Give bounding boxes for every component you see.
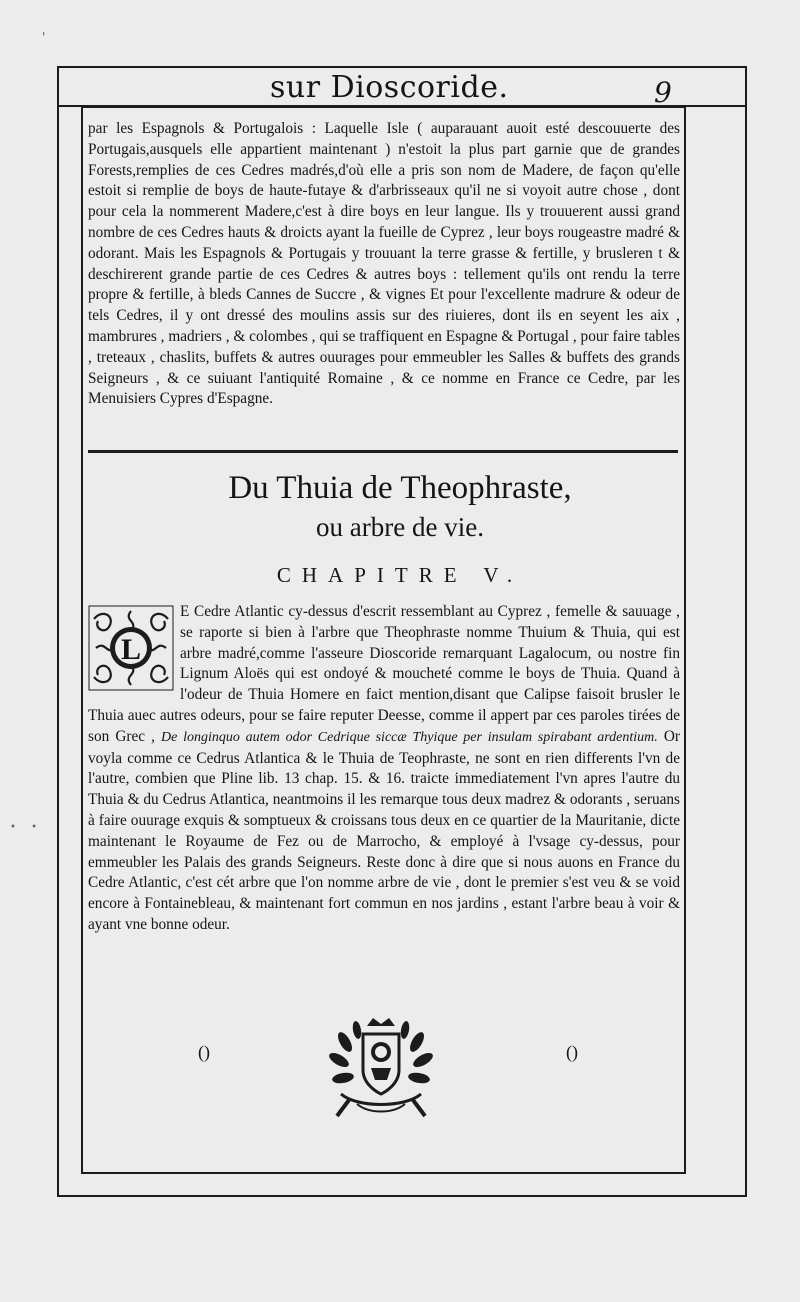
page-number: 9 (654, 76, 672, 109)
fleuron-left: () (198, 1042, 210, 1062)
fleuron-right: () (566, 1042, 578, 1062)
section-title: Du Thuia de Theophraste, (228, 470, 572, 506)
chapter-heading: CHAPITRE V. (276, 563, 524, 587)
tailpiece-crest-icon (327, 1012, 435, 1122)
dropcap-letter: L (120, 633, 142, 666)
paragraph-madere-cedars: par les Espagnols & Portugalois : Laquelle Isle ( auparauant auoit esté descouuerte des Portugais,ausquels elle appartient maintenant ) n'estoit la plus part garnie que de grandes Forests,remplies de ces Cedres madrés,d'où elle a pris son nom de Madere, de façon qu'elle estoit si remplie de boys de haute-futaye & d'arbrisseaux qu'il ne si voyoit autre chose , dont pour cela la nommerent Madere,c'est à dire boys en leur langue. Ils y trouuerent aussi grand nombre de ces Cedres hauts & droicts ayant la fueille de Cyprez , leur boys rougeastre madré & odorant. Mais les Espagnols & Portugais y trouuant la terre grasse & fertille, y brusleren t & deschirerent grande partie de ces Cedres & autres boys : tellement qu'ils ont rendu la terre propre & fertille, à bleds Cannes de Succre , & vignes Et pour l'excellente madrure & odeur de tels Cedres, il y ont dressé des moulins assis sur des riuieres, dont ils en seyent les aix , mambrures , madriers , & colombes , qui se traffiquent en Espagne & Portugal , pour faire tables , treteaux , chaslits, buffets & autres ouurages pour emmeubler les Salles & buffets des grands Seigneurs , & ce suiuant l'antiquité Romaine , & ce nomme en France ce Cedre, par les Menuisiers Cypres d'Espagne. (88, 120, 680, 408)
stray-mark: ' (42, 30, 46, 44)
thuia-text-before: E Cedre Atlantic cy-dessus d'escrit ressemblant au Cyprez , femelle & sauuage , se raporte si bien à l'arbre que Theophraste nomme Thuium & Thuia, qui est arbre madré,comme l'asseure Dioscoride remarquant Lagalocum, ou nostre fin Lignum Aloës qui est ondoyé & moucheté comme le boys de Thuia. Quand à l'odeur de Thuia Homere en faict mention,disant que Calipse faisoit brusler le Thuia auec autres odeurs, pour se faire reputer Deesse, comme il appert par ces paroles tirées de son Grec , (88, 603, 680, 745)
paragraph-thuia (88, 602, 680, 936)
running-head: sur Dioscoride. (270, 70, 509, 105)
section-subtitle: ou arbre de vie. (316, 512, 484, 542)
header-rule (57, 105, 747, 107)
latin-quote: De longinquo autem odor Cedrique siccæ Thyique per insulam spirabant ardentium. (161, 729, 658, 745)
dropcap-spacer (88, 602, 180, 698)
thuia-text-after: Or voyla comme ce Cedrus Atlantica & le Thuia de Teophraste, ne sont en rien differents l'vn de l'autre, combien que Pline lib. 13 chap. 15. & 16. traicte immediatement l'vn apres l'autre du Thuia & du Cedrus Atlantica, neantmoins il les remarque tous deux madrez & odorants , seruans à faire ouurage exquis & somptueux & croissans tous deux en ce quartier de la Mauritanie, dicte maintenant le Royaume de Fez ou de Marrocho, & employé à l'vsage cy-dessus, pour emmeubler les Palais des grands Seigneurs. Reste donc à dire que si nous auons en France du Cedre Atlantic, c'est cét arbre que l'on nomme arbre de vie , dont le premier s'est veu & se void encore à Fontainebleau, & maintenant fort commun en nos jardins , estant l'arbre beau à voir & ayant vne bonne odeur. (88, 727, 680, 933)
section-divider (88, 450, 678, 453)
margin-marks: • • (10, 822, 43, 833)
